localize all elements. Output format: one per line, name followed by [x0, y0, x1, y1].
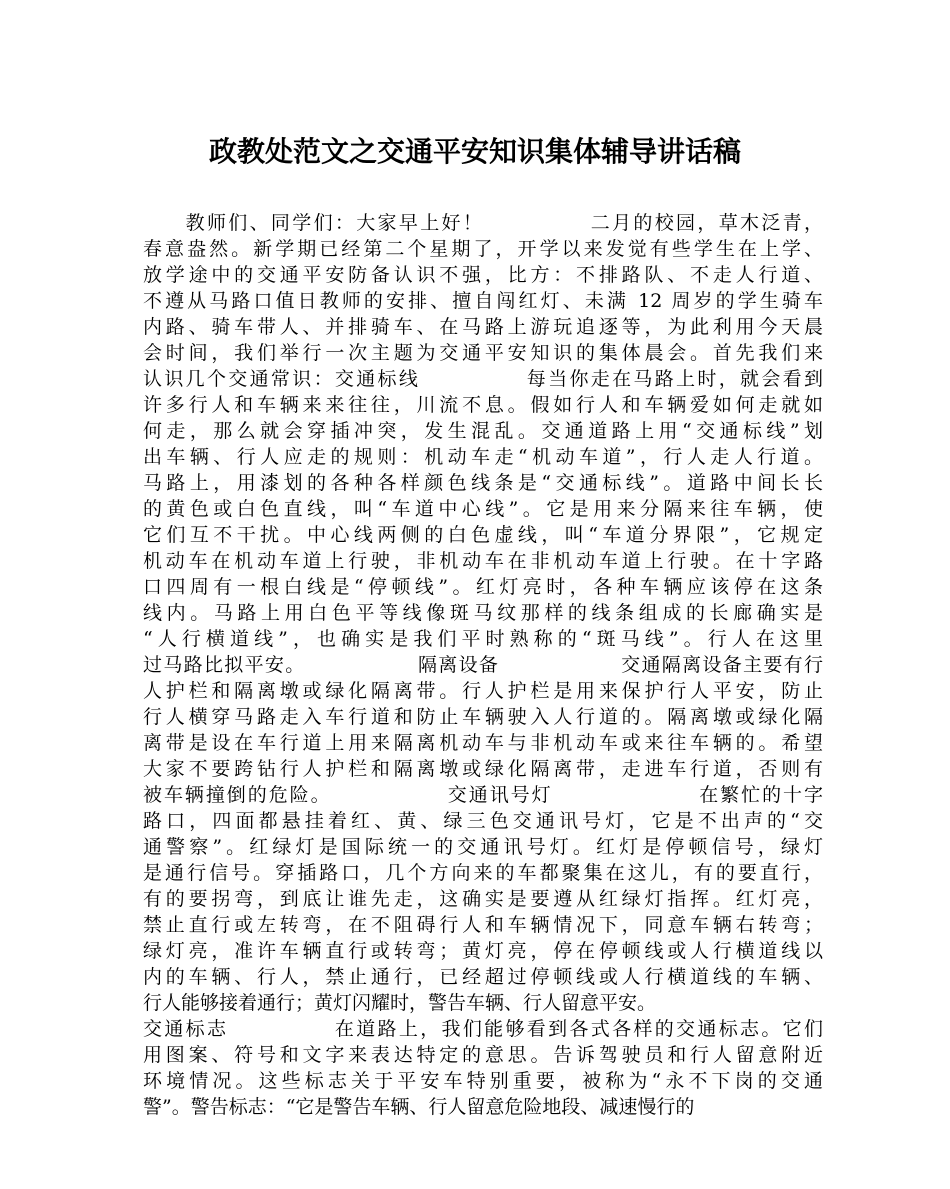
- body-line: 它们互不干扰。中心线两侧的白色虚线，叫“车道分界限”，它规定: [143, 524, 823, 546]
- body-line: 过马路比拟平安。 隔离设备 交通隔离设备主要有行: [143, 654, 823, 676]
- body-line: 机动车在机动车道上行驶，非机动车在非机动车道上行驶。在十字路: [143, 550, 823, 572]
- body-line: 线内。马路上用白色平等线像斑马纹那样的线条组成的长廊确实是: [143, 602, 823, 624]
- body-line: 出车辆、行人应走的规则：机动车走“机动车道”，行人走人行道。: [143, 446, 823, 468]
- body-line: 的黄色或白色直线，叫“车道中心线”。它是用来分隔来往车辆，使: [143, 498, 823, 520]
- body-line: 离带是设在车行道上用来隔离机动车与非机动车或来往车辆的。希望: [143, 732, 823, 754]
- body-line: 行人能够接着通行；黄灯闪耀时，警告车辆、行人留意平安。: [143, 992, 657, 1014]
- body-line: 交通标志 在道路上，我们能够看到各式各样的交通标志。它们: [143, 1018, 823, 1040]
- body-line: 口四周有一根白线是“停顿线”。红灯亮时，各种车辆应该停在这条: [143, 576, 823, 598]
- body-line: 路口，四面都悬挂着红、黄、绿三色交通讯号灯，它是不出声的“交: [143, 810, 823, 832]
- body-line: 会时间，我们举行一次主题为交通平安知识的集体晨会。首先我们来: [143, 342, 823, 364]
- body-line: 马路上，用漆划的各种各样颜色线条是“交通标线”。道路中间长长: [143, 472, 823, 494]
- body-line: 内的车辆、行人，禁止通行，已经超过停顿线或人行横道线的车辆、: [143, 966, 823, 988]
- body-line: 大家不要跨钻行人护栏和隔离墩或绿化隔离带，走进车行道，否则有: [143, 758, 823, 780]
- body-line: 人护栏和隔离墩或绿化隔离带。行人护栏是用来保护行人平安，防止: [143, 680, 823, 702]
- body-line: 认识几个交通常识：交通标线 每当你走在马路上时，就会看到: [143, 368, 823, 390]
- body-line: 是通行信号。穿插路口，几个方向来的车都聚集在这儿，有的要直行，: [143, 862, 823, 884]
- body-line: 教师们、同学们：大家早上好！ 二月的校园，草木泛青，: [143, 212, 823, 234]
- body-line: 被车辆撞倒的危险。 交通讯号灯 在繁忙的十字: [143, 784, 823, 806]
- body-line: 放学途中的交通平安防备认识不强，比方：不排路队、不走人行道、: [143, 264, 823, 286]
- body-line: 环境情况。这些标志关于平安车特别重要，被称为“永不下岗的交通: [143, 1070, 823, 1092]
- body-line: “人行横道线”，也确实是我们平时熟称的“斑马线”。行人在这里: [143, 628, 823, 650]
- body-line: 用图案、符号和文字来表达特定的意思。告诉驾驶员和行人留意附近: [143, 1044, 823, 1066]
- body-line: 绿灯亮，准许车辆直行或转弯；黄灯亮，停在停顿线或人行横道线以: [143, 940, 823, 962]
- body-line: 春意盎然。新学期已经第二个星期了，开学以来发觉有些学生在上学、: [143, 238, 823, 260]
- document-title: 政教处范文之交通平安知识集体辅导讲话稿: [208, 135, 741, 168]
- body-line: 有的要拐弯，到底让谁先走，这确实是要遵从红绿灯指挥。红灯亮，: [143, 888, 823, 910]
- body-line: 不遵从马路口值日教师的安排、擅自闯红灯、未满 12 周岁的学生骑车: [143, 290, 823, 312]
- body-line: 许多行人和车辆来来往往，川流不息。假如行人和车辆爱如何走就如: [143, 394, 823, 416]
- body-line: 何走，那么就会穿插冲突，发生混乱。交通道路上用“交通标线”划: [143, 420, 823, 442]
- body-line: 警”。警告标志：“它是警告车辆、行人留意危险地段、减速慢行的: [143, 1096, 695, 1118]
- body-line: 行人横穿马路走入车行道和防止车辆驶入人行道的。隔离墩或绿化隔: [143, 706, 823, 728]
- body-line: 通警察”。红绿灯是国际统一的交通讯号灯。红灯是停顿信号，绿灯: [143, 836, 823, 858]
- body-line: 禁止直行或左转弯，在不阻碍行人和车辆情况下，同意车辆右转弯；: [143, 914, 823, 936]
- body-line: 内路、骑车带人、并排骑车、在马路上游玩追逐等，为此利用今天晨: [143, 316, 823, 338]
- document-body: [143, 210, 823, 1120]
